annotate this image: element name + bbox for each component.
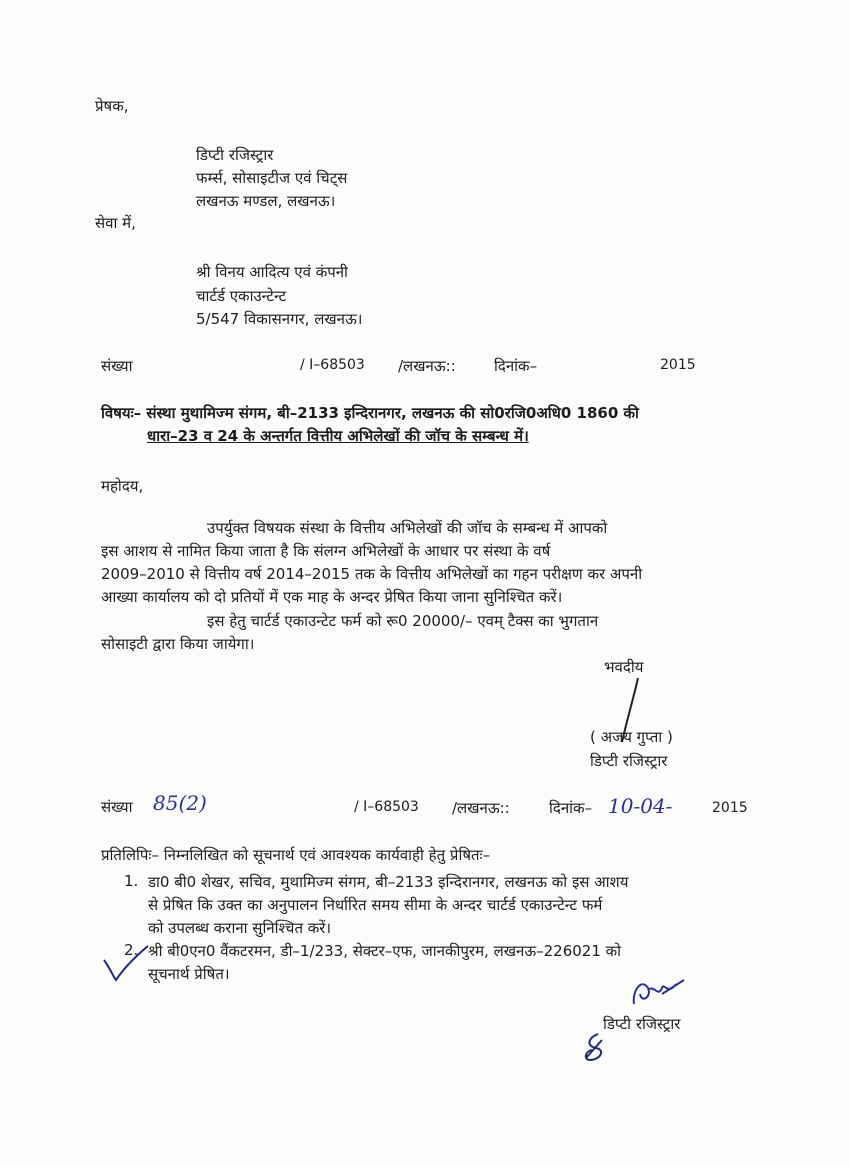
salutation: महोदय, (101, 477, 144, 495)
ref-number: / I–68503 (300, 357, 365, 373)
recipient-line-3: 5/547 विकासनगर, लखनऊ। (196, 310, 363, 328)
body-line-4: आख्या कार्यालय को दो प्रतियों में एक माह के अन्दर प्रेषित किया जाना सुनिश्चित करें। (101, 588, 563, 606)
ref2-handwritten-number: 85(2) (153, 791, 207, 815)
copy-heading: प्रतिलिपिः– निम्नलिखित को सूचनार्थ एवं आवश्यक कार्यवाही हेतु प्रेषितः– (101, 846, 491, 864)
footer-designation: डिप्टी रजिस्ट्रार (603, 1015, 681, 1033)
sender-line-1: डिप्टी रजिस्ट्रार (196, 146, 274, 164)
ref2-number: / I–68503 (354, 799, 419, 815)
recipient-line-1: श्री विनय आदित्य एवं कंपनी (196, 263, 348, 281)
ref2-date-label: दिनांक– (549, 799, 593, 817)
initials-mark (628, 974, 688, 1014)
copy-item-2-number: 2. (124, 941, 139, 959)
tick-mark (102, 944, 150, 984)
body-line-6: सोसाइटी द्वारा किया जायेगा। (101, 635, 255, 653)
ref2-place: /लखनऊ:: (452, 799, 510, 817)
body-line-3: 2009–2010 से वित्तीय वर्ष 2014–2015 तक के वित्तीय अभिलेखों का गहन परीक्षण कर अपनी (101, 565, 643, 583)
sender-label: प्रेषक, (95, 97, 129, 115)
sender-line-2: फर्म्स, सोसाइटीज एवं चिट्स (196, 169, 348, 187)
bottom-initial-mark (578, 1030, 612, 1064)
copy-item-1-line-2: से प्रेषित कि उक्त का अनुपालन निर्धारित समय सीमा के अन्दर चार्टर्ड एकाउन्टेन्ट फर्म (148, 896, 603, 914)
body-line-1: उपर्युक्त विषयक संस्था के वित्तीय अभिलेखों की जॉच के सम्बन्ध में आपको (207, 519, 608, 537)
copy-item-2-line-2: सूचनार्थ प्रेषित। (148, 965, 230, 983)
copy-item-1-number: 1. (124, 872, 139, 890)
copy-item-1-line-3: को उपलब्ध कराना सुनिश्चित करें। (148, 919, 332, 937)
ref2-handwritten-date: 10-04- (608, 794, 673, 818)
signatory-name: ( अजय गुप्ता ) (590, 728, 673, 746)
recipient-line-2: चार्टर्ड एकाउन्टेन्ट (196, 287, 287, 305)
closing: भवदीय (604, 658, 644, 676)
ref2-year: 2015 (712, 800, 748, 816)
copy-item-1-line-1: डा0 बी0 शेखर, सचिव, मुथामिज्म संगम, बी–2133 इन्दिरानगर, लखनऊ को इस आशय (148, 873, 629, 891)
body-line-5: इस हेतु चार्टर्ड एकाउन्टेट फर्म को रू0 20000/– एवम् टैक्स का भुगतान (207, 612, 599, 630)
ref-date-label: दिनांक– (494, 357, 538, 375)
to-label: सेवा में, (95, 214, 136, 232)
subject-line-1: विषयः– संस्था मुथामिज्म संगम, बी–2133 इन्दिरानगर, लखनऊ की सो0रजि0अधि0 1860 की (101, 404, 639, 422)
ref2-label: संख्या (101, 798, 133, 816)
sender-line-3: लखनऊ मण्डल, लखनऊ। (196, 192, 336, 210)
signatory-designation: डिप्टी रजिस्ट्रार (590, 752, 668, 770)
copy-item-2-line-1: श्री बी0एन0 वैंकटरमन, डी–1/233, सेक्टर–एफ, जानकीपुरम, लखनऊ–226021 को (148, 942, 622, 960)
subject-line-2: धारा–23 व 24 के अन्तर्गत वित्तीय अभिलेखों की जॉच के सम्बन्ध में। (147, 427, 529, 445)
body-line-2: इस आशय से नामित किया जाता है कि संलग्न अभिलेखों के आधार पर संस्था के वर्ष (101, 542, 551, 560)
ref-year: 2015 (660, 357, 696, 373)
ref-place: /लखनऊ:: (398, 357, 456, 375)
ref-label: संख्या (101, 357, 133, 375)
